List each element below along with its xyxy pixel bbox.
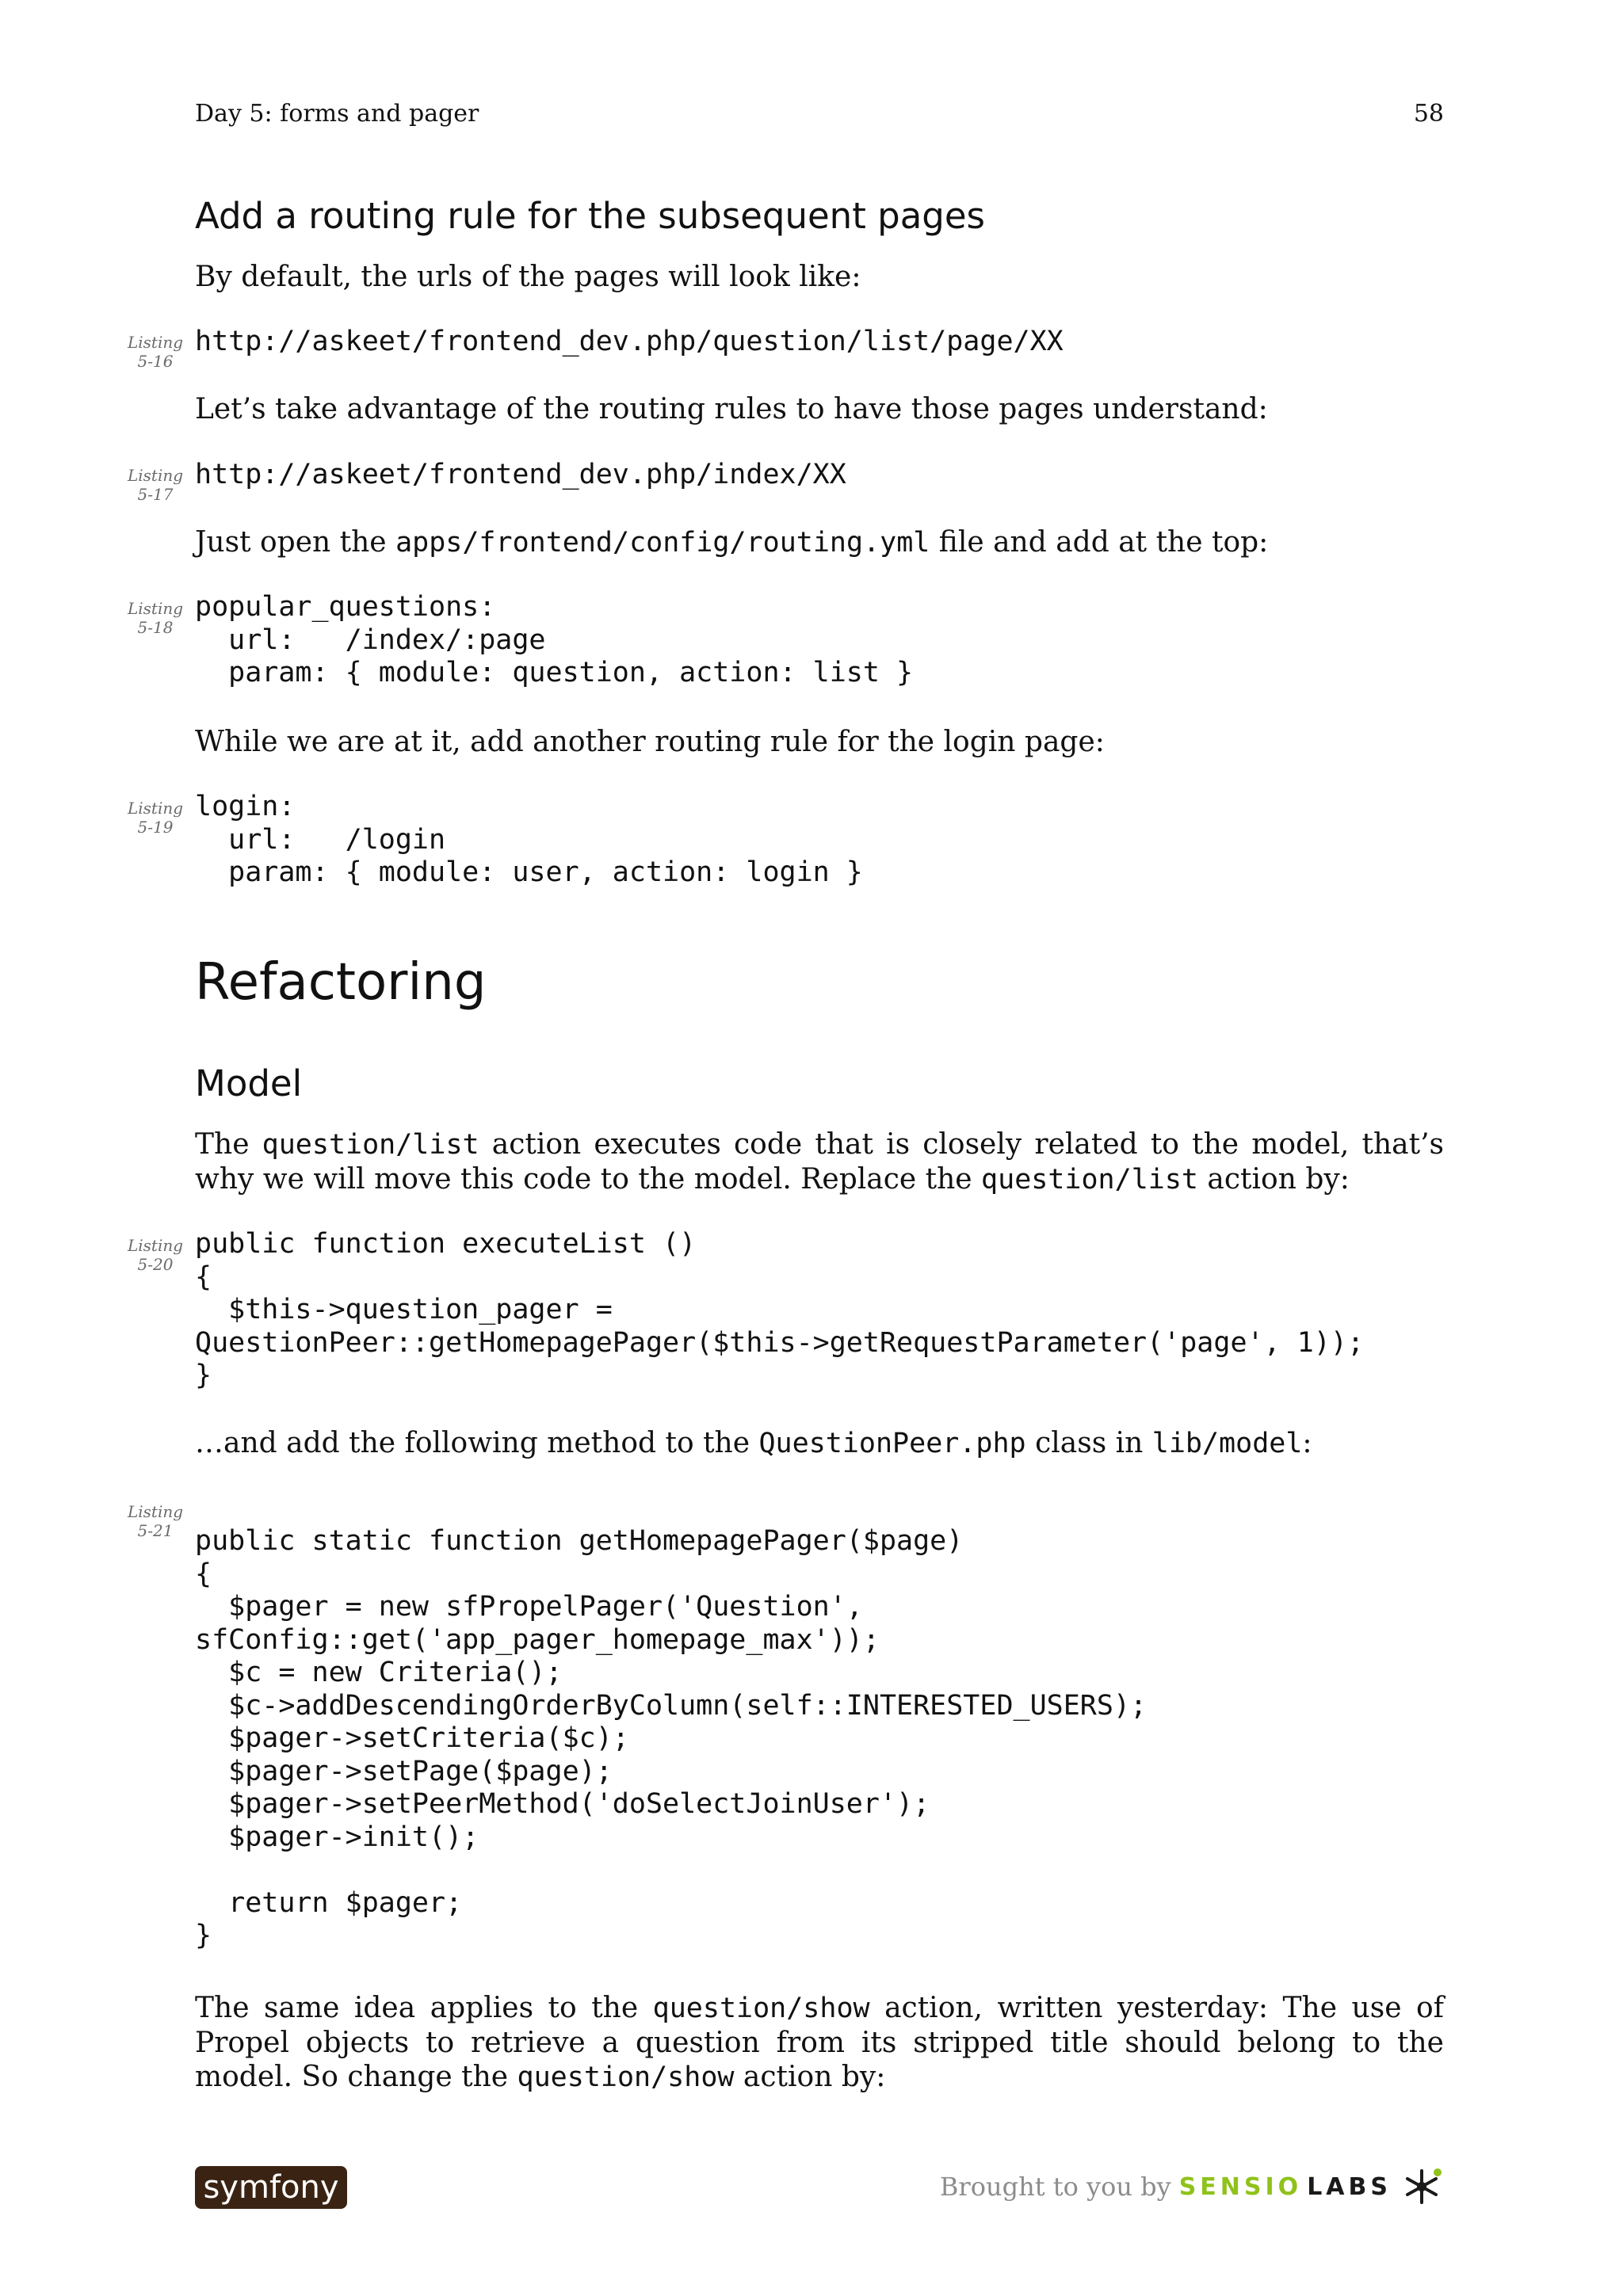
- code-listing-5-21: public static function getHomepagePager($page) { $pager = new sfPropelPager('Question', sfConfig::get('app_pager_homepage_max')); $c = new Criteria(); $c->addDescendingOrderByColumn(self::INTERESTED_USERS); $pager->setCriteria($c); $pager->setPage($page); $pager->setPeerMethod('doSelectJoinUser'); $pager->init(); return $pager; }: [195, 1525, 1148, 1951]
- listing-label-number: 5-17: [137, 485, 174, 504]
- labs-wordmark: LABS: [1307, 2172, 1392, 2201]
- text-run: …and add the following method to the: [195, 1427, 759, 1459]
- inline-code-routing-yml: apps/frontend/config/routing.yml: [395, 527, 930, 559]
- code-listing-5-18: popular_questions: url: /index/:page param: { module: question, action: list }: [195, 591, 914, 688]
- paragraph-routing-advantage: Let’s take advantage of the routing rules to have those pages understand:: [195, 393, 1268, 425]
- sensio-wordmark: SENSIO: [1178, 2172, 1303, 2201]
- footer-sponsor: [940, 2164, 1444, 2209]
- listing-label-5-20: [117, 1236, 193, 1274]
- symfony-logo: symfony: [195, 2166, 347, 2209]
- paragraph-question-list-action: [195, 1127, 1444, 1197]
- text-run: :: [1302, 1427, 1312, 1459]
- code-listing-5-19: login: url: /login param: { module: user, action: login }: [195, 791, 863, 888]
- paragraph-default-urls: By default, the urls of the pages will look like:: [195, 261, 861, 293]
- text-run: The same idea applies to the: [195, 1992, 653, 2024]
- chapter-title: Day 5: forms and pager: [195, 100, 479, 128]
- sensiolabs-mark-icon: [1400, 2164, 1444, 2209]
- paragraph-open-routing-file: [195, 525, 1444, 560]
- text-run: The: [195, 1128, 262, 1161]
- text-run: class in: [1025, 1427, 1152, 1459]
- text-run: action by:: [1197, 1163, 1350, 1196]
- listing-label-word: Listing: [127, 333, 184, 352]
- listing-label-word: Listing: [127, 466, 184, 485]
- listing-label-word: Listing: [127, 1502, 184, 1521]
- code-listing-5-17: http://askeet/frontend_dev.php/index/XX: [195, 459, 846, 490]
- heading-refactoring: Refactoring: [195, 953, 487, 1012]
- inline-code-questionpeer: QuestionPeer.php: [758, 1428, 1026, 1459]
- listing-label-5-17: [117, 466, 193, 504]
- brought-to-you-text: Brought to you by: [939, 2172, 1171, 2202]
- text-run: action executes code that is closely related to the model, that’s why we will move this code to the model. Replace the: [195, 1128, 1444, 1196]
- paragraph-question-show: [195, 1991, 1444, 2095]
- text-run: action, written yesterday: The use of Propel objects to retrieve a question from its stripped title should belong to the model. So change the: [195, 1992, 1444, 2093]
- code-listing-5-20: public function executeList () { $this->question_pager = QuestionPeer::getHomepagePager($this->getRequestParameter('page', 1)); }: [195, 1228, 1365, 1391]
- listing-label-word: Listing: [127, 799, 184, 818]
- heading-model: Model: [195, 1062, 303, 1104]
- listing-label-5-16: [117, 333, 193, 371]
- listing-label-5-21: [117, 1502, 193, 1540]
- paragraph-add-method: [195, 1426, 1444, 1461]
- inline-code-question-list: question/list: [262, 1129, 479, 1161]
- text-run: Just open the: [195, 526, 396, 559]
- inline-code-question-show: question/show: [517, 2061, 735, 2093]
- heading-routing-rule: Add a routing rule for the subsequent pages: [195, 195, 985, 237]
- running-header: [195, 97, 1444, 132]
- listing-label-number: 5-20: [137, 1255, 174, 1274]
- listing-label-5-18: [117, 599, 193, 637]
- code-listing-5-16: http://askeet/frontend_dev.php/question/list/page/XX: [195, 326, 1064, 357]
- inline-code-question-list: question/list: [981, 1164, 1198, 1196]
- listing-label-5-19: [117, 799, 193, 837]
- inline-code-lib-model: lib/model: [1151, 1428, 1303, 1459]
- page-number: 58: [1413, 100, 1444, 128]
- listing-label-number: 5-18: [137, 618, 174, 637]
- text-run: action by:: [734, 2061, 886, 2093]
- inline-code-question-show: question/show: [652, 1993, 870, 2024]
- paragraph-login-rule: While we are at it, add another routing rule for the login page:: [195, 726, 1105, 758]
- listing-label-number: 5-16: [137, 352, 174, 371]
- listing-label-word: Listing: [127, 599, 184, 618]
- listing-label-word: Listing: [127, 1236, 184, 1255]
- text-run: file and add at the top:: [930, 526, 1269, 559]
- listing-label-number: 5-19: [137, 818, 174, 837]
- listing-label-number: 5-21: [137, 1521, 174, 1540]
